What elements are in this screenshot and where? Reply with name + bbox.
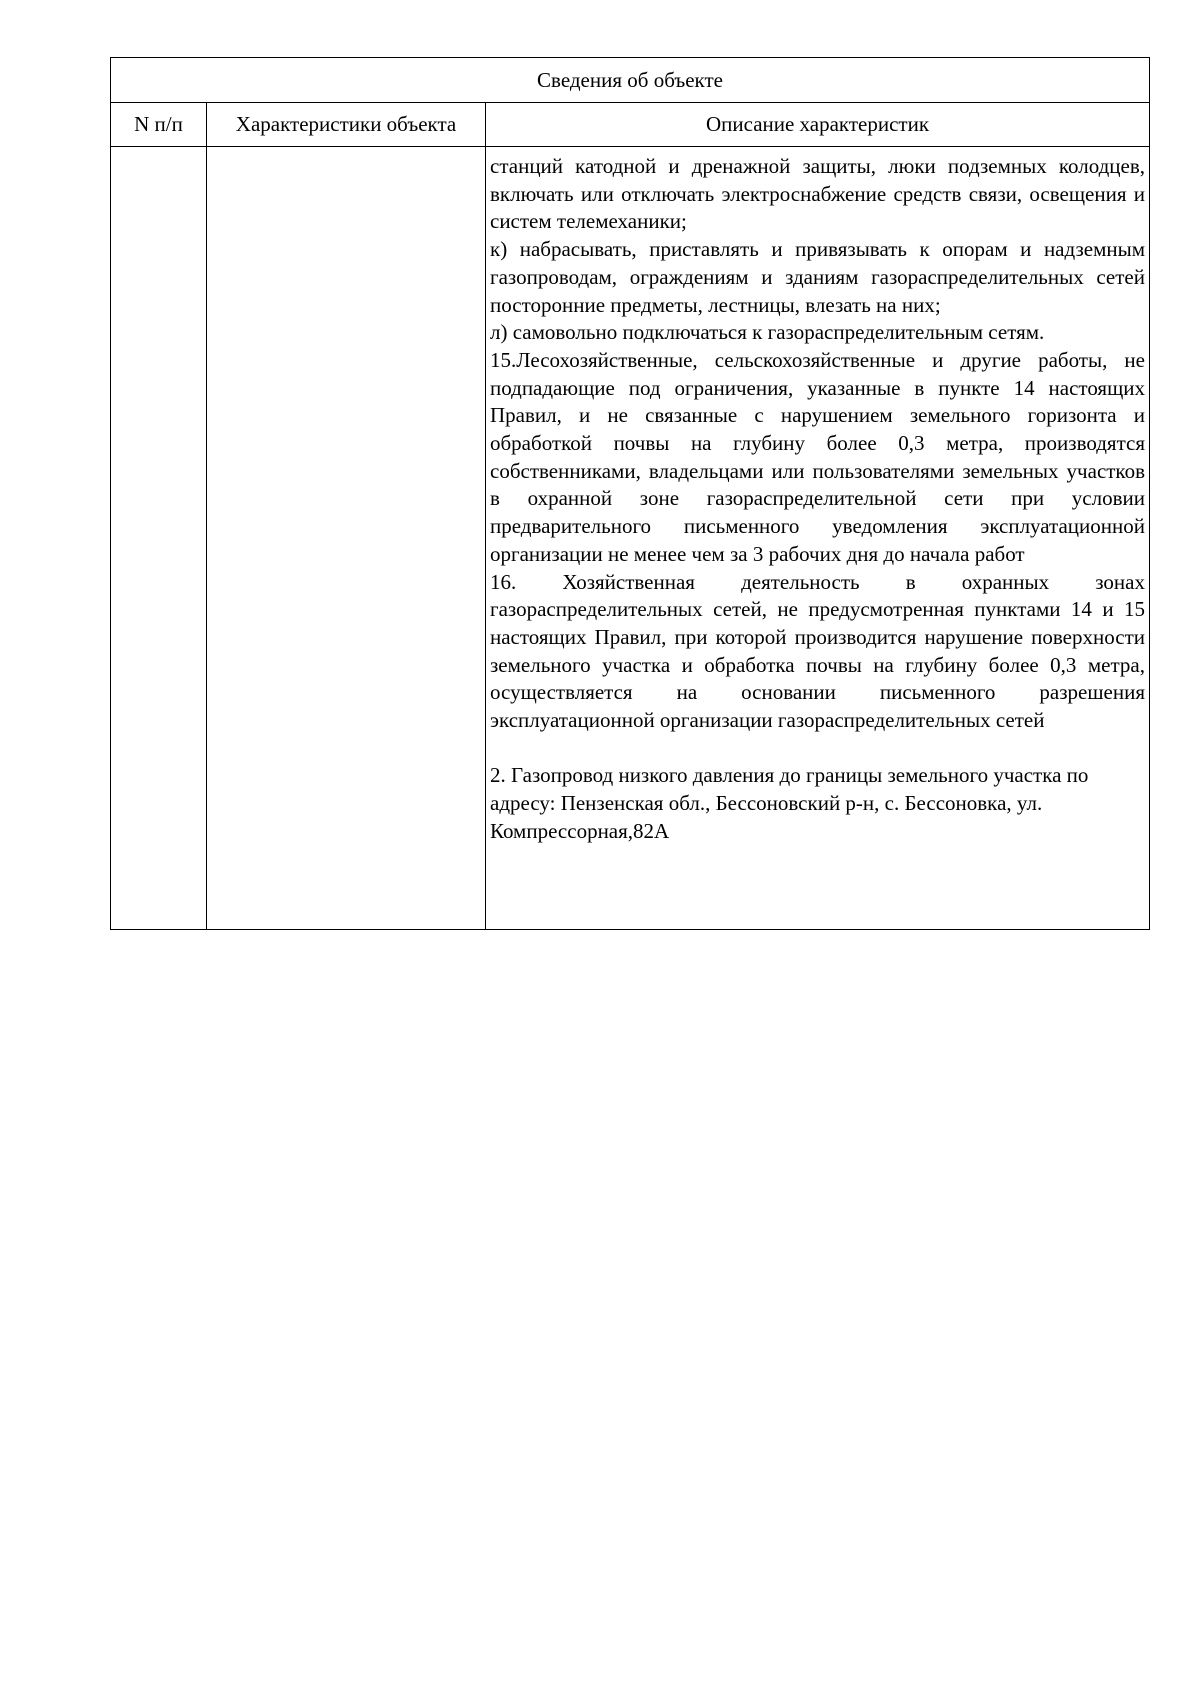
description-paragraph: 16. Хозяйственная деятельность в охранных зонах газораспределительных сетей, не предусмотренная пунктами 14 и 15 настоящих Правил, при которой производится нарушение поверхности земельного участка и обработка почвы на глубину более 0,3 метра, осуществляется на основании письменного разрешения эксплуатационной организации газораспределительных сетей xyxy=(490,569,1145,733)
header-number: N п/п xyxy=(111,103,207,147)
table-row xyxy=(111,147,1150,930)
description-paragraph: л) самовольно подключаться к газораспределительным сетям. xyxy=(490,320,1045,345)
object-info-table xyxy=(110,57,1150,930)
header-description: Описание характеристик xyxy=(486,103,1150,147)
description-paragraph: 2. Газопровод низкого давления до границы земельного участка по адресу: Пензенская обл., Бессоновский р-н, с. Бессоновка, ул. Компрессорная,82А xyxy=(490,763,1089,843)
paragraph-spacer xyxy=(490,735,1145,763)
table-caption: Сведения об объекте xyxy=(111,58,1150,103)
row-description-cell xyxy=(486,147,1150,930)
description-paragraph: 15.Лесохозяйственные, сельскохозяйственные и другие работы, не подпадающие под ограничения, указанные в пункте 14 настоящих Правил, и не связанные с нарушением земельного горизонта и обработкой почвы на глубину более 0,3 метра, производятся собственниками, владельцами или пользователями земельных участков в охранной зоне газораспределительной сети при условии предварительного письменного уведомления эксплуатационной организации не менее чем за 3 рабочих дня до начала работ xyxy=(490,347,1145,566)
description-paragraph: к) набрасывать, приставлять и привязывать к опорам и надземным газопроводам, ограждениям и зданиям газораспределительных сетей посторонние предметы, лестницы, влезать на них; xyxy=(490,237,1145,317)
description-paragraph: станций катодной и дренажной защиты, люки подземных колодцев, включать или отключать электроснабжение средств связи, освещения и систем телемеханики; xyxy=(490,154,1145,234)
row-number-cell xyxy=(111,147,207,930)
table-caption-row xyxy=(111,58,1150,103)
header-characteristics: Характеристики объекта xyxy=(207,103,486,147)
table-header-row xyxy=(111,103,1150,147)
row-characteristics-cell xyxy=(207,147,486,930)
